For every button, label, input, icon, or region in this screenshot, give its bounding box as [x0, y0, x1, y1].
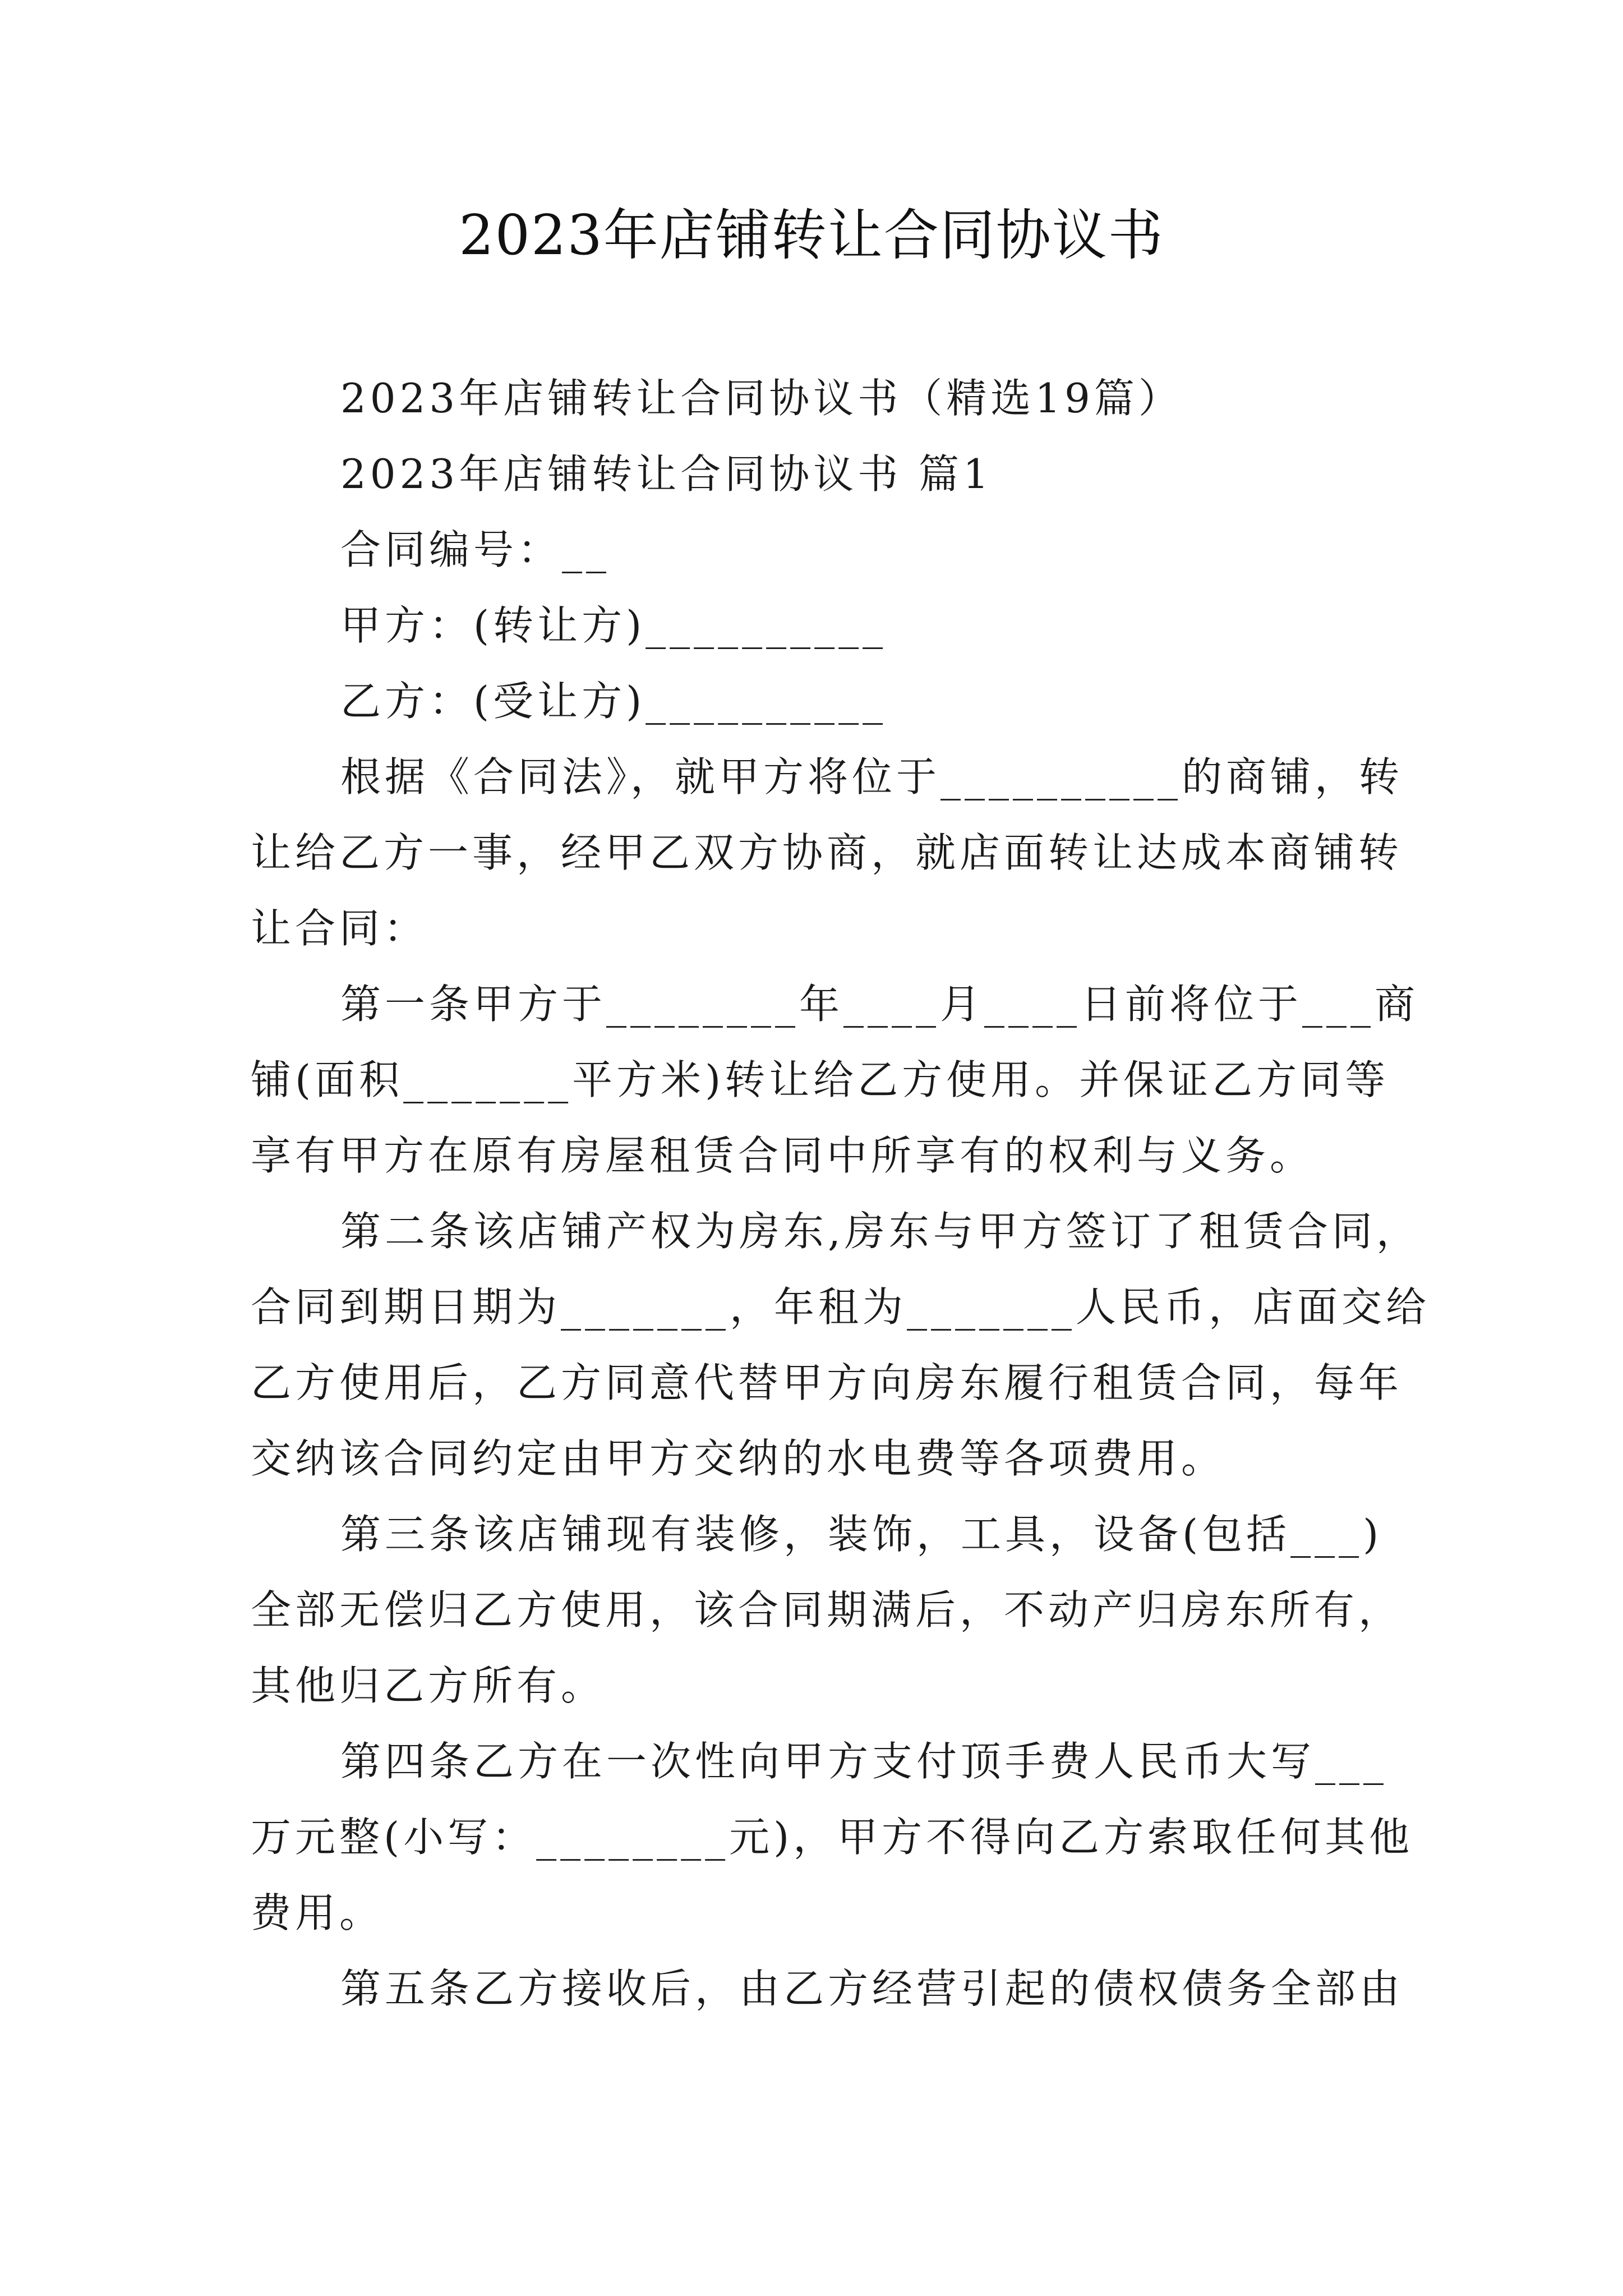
party-b-line: 乙方：(受让方)__________: [340, 678, 887, 725]
paragraph-line: 交纳该合同约定由甲方交纳的水电费等各项费用。: [251, 1435, 1226, 1482]
paragraph-line: 合同到期日期为_______，年租为_______人民币，店面交给: [251, 1283, 1431, 1331]
paragraph-line: 第二条该店铺产权为房东,房东与甲方签订了租赁合同，: [340, 1208, 1421, 1255]
paragraph-line: 让合同：: [251, 905, 428, 952]
document-title: 2023年店铺转让合同协议书: [459, 204, 1164, 268]
paragraph-line: 第一条甲方于________年____月____日前将位于___商: [340, 981, 1419, 1028]
paragraph-line: 第三条该店铺现有装修，装饰，工具，设备(包括___): [340, 1511, 1383, 1558]
paragraph-line: 费用。: [251, 1889, 384, 1936]
paragraph-line: 乙方使用后，乙方同意代替甲方向房东履行租赁合同，每年: [251, 1359, 1403, 1406]
paragraph-line: 铺(面积_______平方米)转让给乙方使用。并保证乙方同等: [251, 1056, 1390, 1103]
paragraph-line: 万元整(小写：________元)，甲方不得向乙方索取任何其他: [251, 1814, 1414, 1861]
paragraph-line: 享有甲方在原有房屋租赁合同中所享有的权利与义务。: [251, 1132, 1315, 1179]
subtitle-line: 2023年店铺转让合同协议书（精选19篇）: [340, 375, 1183, 422]
paragraph-line: 第五条乙方接收后，由乙方经营引起的债权债务全部由: [340, 1965, 1404, 2012]
party-a-line: 甲方：(转让方)__________: [340, 602, 887, 649]
paragraph-line: 其他归乙方所有。: [251, 1662, 606, 1709]
paragraph-line: 全部无偿归乙方使用，该合同期满后，不动产归房东所有，: [251, 1586, 1403, 1634]
section-heading: 2023年店铺转让合同协议书 篇1: [340, 450, 993, 498]
paragraph-line: 根据《合同法》，就甲方将位于__________的商铺，转: [340, 753, 1404, 800]
paragraph-line: 第四条乙方在一次性向甲方支付顶手费人民币大写___: [340, 1738, 1388, 1785]
contract-number-line: 合同编号：__: [340, 526, 611, 573]
paragraph-line: 让给乙方一事，经甲乙双方协商，就店面转让达成本商铺转: [251, 829, 1403, 876]
